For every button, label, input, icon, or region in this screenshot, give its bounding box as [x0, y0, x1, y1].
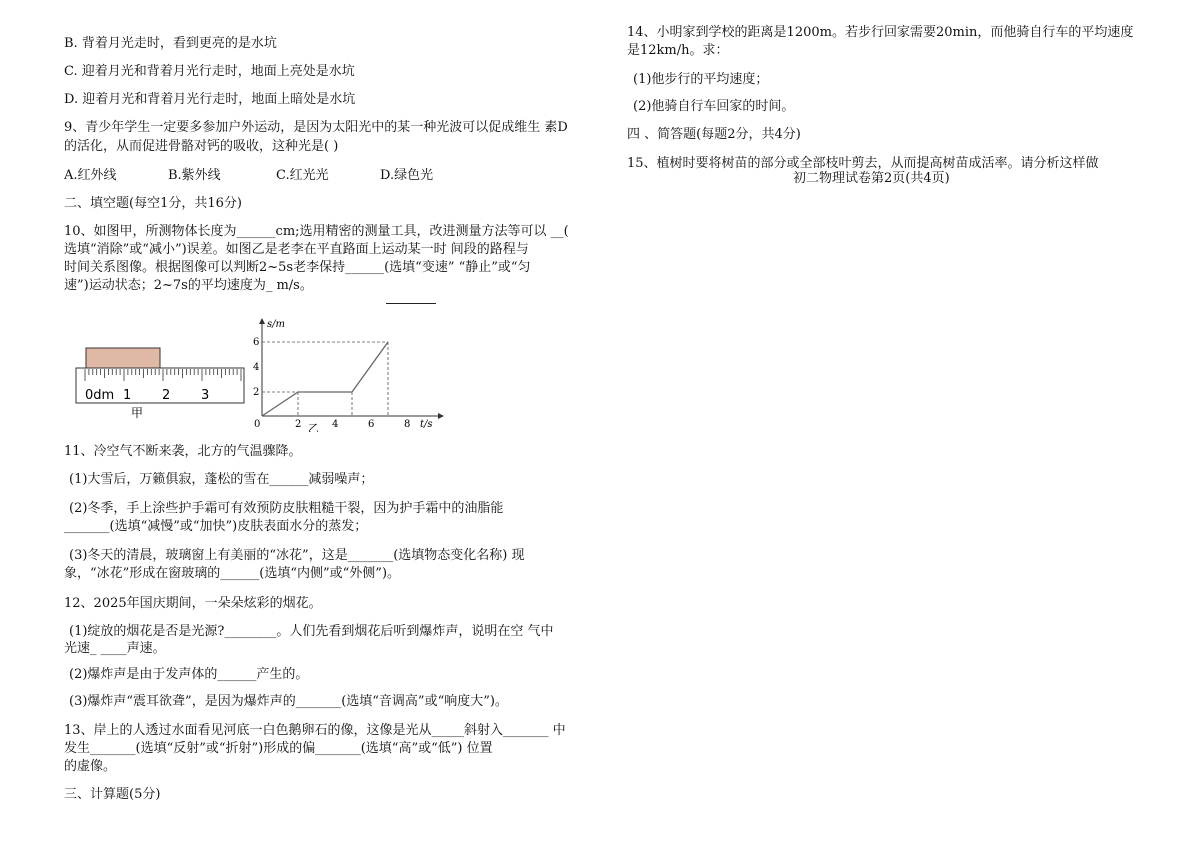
ruler-label-1: 1: [123, 388, 132, 403]
q11-part3-line1: (3)冬天的清晨，玻璃窗上有美丽的“冰花”，这是_______(选填物态变化名称) 现: [69, 548, 525, 563]
q11-part2-line2: _______(选填“减慢”或“加快”)皮肤表面水分的蒸发；: [64, 519, 368, 534]
q12-title: 12、2025年国庆期间，一朵朵炫彩的烟花。: [64, 596, 322, 611]
q14-line1: 14、小明家到学校的距离是1200m。若步行回家需要20min，而他骑自行车的平均速度: [627, 25, 1134, 40]
q8-option-b: B. 背着月光走时，看到更亮的是水坑: [64, 36, 277, 51]
q11-part1: (1)大雪后，万籁俱寂，蓬松的雪在______减弱噪声；: [69, 472, 374, 487]
x-axis-arrow: [438, 413, 444, 419]
page-footer: 初二物理试卷第2页(共4页): [793, 171, 950, 186]
ruler-label-0: 0dm: [85, 388, 115, 403]
q9-option-c: C.红光光: [276, 168, 329, 183]
q14-part2: (2)他骑自行车回家的时间。: [633, 99, 795, 114]
q9-option-a: A.红外线: [64, 168, 117, 183]
q12-part3: (3)爆炸声“震耳欲聋”，是因为爆炸声的_______(选填“音调高”或“响度大”)。: [69, 694, 508, 709]
x-tick-8: 8: [404, 419, 411, 430]
x-tick-0: 0: [254, 419, 261, 430]
answer-underline: [386, 303, 436, 304]
q8-option-d: D. 迎着月光和背着月光行走时，地面上暗处是水坑: [64, 92, 356, 107]
section3-title: 三、计算题(5分): [64, 787, 161, 802]
figure-st-graph: [248, 314, 448, 432]
q10-line2: 选填“消除”或“减小”)误差。如图乙是老李在平直路面上运动某一时 间段的路程与: [64, 242, 529, 257]
figure-yi-caption: 乙: [308, 422, 319, 432]
q9-option-b: B.紫外线: [168, 168, 221, 183]
q11-part3-line2: 象，“冰花”形成在窗玻璃的______(选填“内侧”或“外侧”)。: [64, 566, 401, 581]
q9-option-d: D.绿色光: [380, 168, 434, 183]
st-line: [262, 342, 388, 416]
figure-ruler: [74, 345, 249, 425]
x-tick-4: 4: [332, 419, 339, 430]
q10-line4: 速”)运动状态；2~7s的平均速度为_ m/s。: [64, 278, 313, 293]
q12-part2: (2)爆炸声是由于发声体的______产生的。: [69, 667, 309, 682]
q12-part1-line2: 光速_ ____声速。: [64, 641, 166, 656]
q11-title: 11、冷空气不断来袭，北方的气温骤降。: [64, 444, 302, 459]
q13-line2: 发生_______(选填“反射”或“折射”)形成的偏_______(选填“高”或“低”) 位置: [64, 741, 493, 756]
x-tick-6: 6: [368, 419, 375, 430]
y-axis-arrow: [259, 318, 265, 324]
st-graph-svg: [248, 314, 448, 432]
x-axis-label: t/s: [420, 419, 433, 430]
y-axis-label: s/m: [267, 319, 285, 330]
y-tick-6: 6: [253, 337, 260, 348]
figure-jia-caption: 甲: [131, 406, 144, 420]
q14-line2: 是12km/h。求：: [627, 43, 729, 58]
section4-title: 四 、简答题(每题2分，共4分): [627, 127, 801, 142]
q10-line1: 10、如图甲，所测物体长度为______cm;选用精密的测量工具，改进测量方法等可以 __(: [64, 224, 569, 239]
ruler-label-3: 3: [201, 388, 210, 403]
ruler-label-2: 2: [162, 388, 171, 403]
section2-title: 二、填空题(每空1分，共16分): [64, 196, 242, 211]
q9-line1: 9、青少年学生一定要多参加户外运动，是因为太阳光中的某一种光波可以促成维生 素D: [64, 120, 568, 135]
q12-part1-line1: (1)绽放的烟花是否是光源?________。人们先看到烟花后听到爆炸声，说明在空 气中: [69, 624, 554, 639]
measured-block: [86, 348, 160, 368]
q11-part2-line1: (2)冬季，手上涂些护手霜可有效预防皮肤粗糙干裂，因为护手霜中的油脂能: [69, 501, 504, 516]
q13-line1: 13、岸上的人透过水面看见河底一白色鹅卵石的像，这像是光从_____斜射入_______ 中: [64, 723, 566, 738]
q14-part1: (1)他步行的平均速度；: [633, 72, 769, 87]
q13-line3: 的虚像。: [64, 759, 117, 774]
y-tick-4: 4: [253, 362, 260, 373]
q9-line2: 的活化，从而促进骨骼对钙的吸收，这种光是( ): [64, 139, 339, 154]
y-tick-2: 2: [253, 387, 260, 398]
q15-line1: 15、植树时要将树苗的部分或全部枝叶剪去，从而提高树苗成活率。请分析这样做: [627, 156, 1099, 171]
q10-line3: 时间关系图像。根据图像可以判断2~5s老李保持______(选填“变速” “静止”或“匀: [64, 260, 531, 275]
ruler-svg: [74, 345, 249, 425]
q8-option-c: C. 迎着月光和背着月光行走时，地面上亮处是水坑: [64, 64, 355, 79]
x-tick-2: 2: [295, 419, 302, 430]
